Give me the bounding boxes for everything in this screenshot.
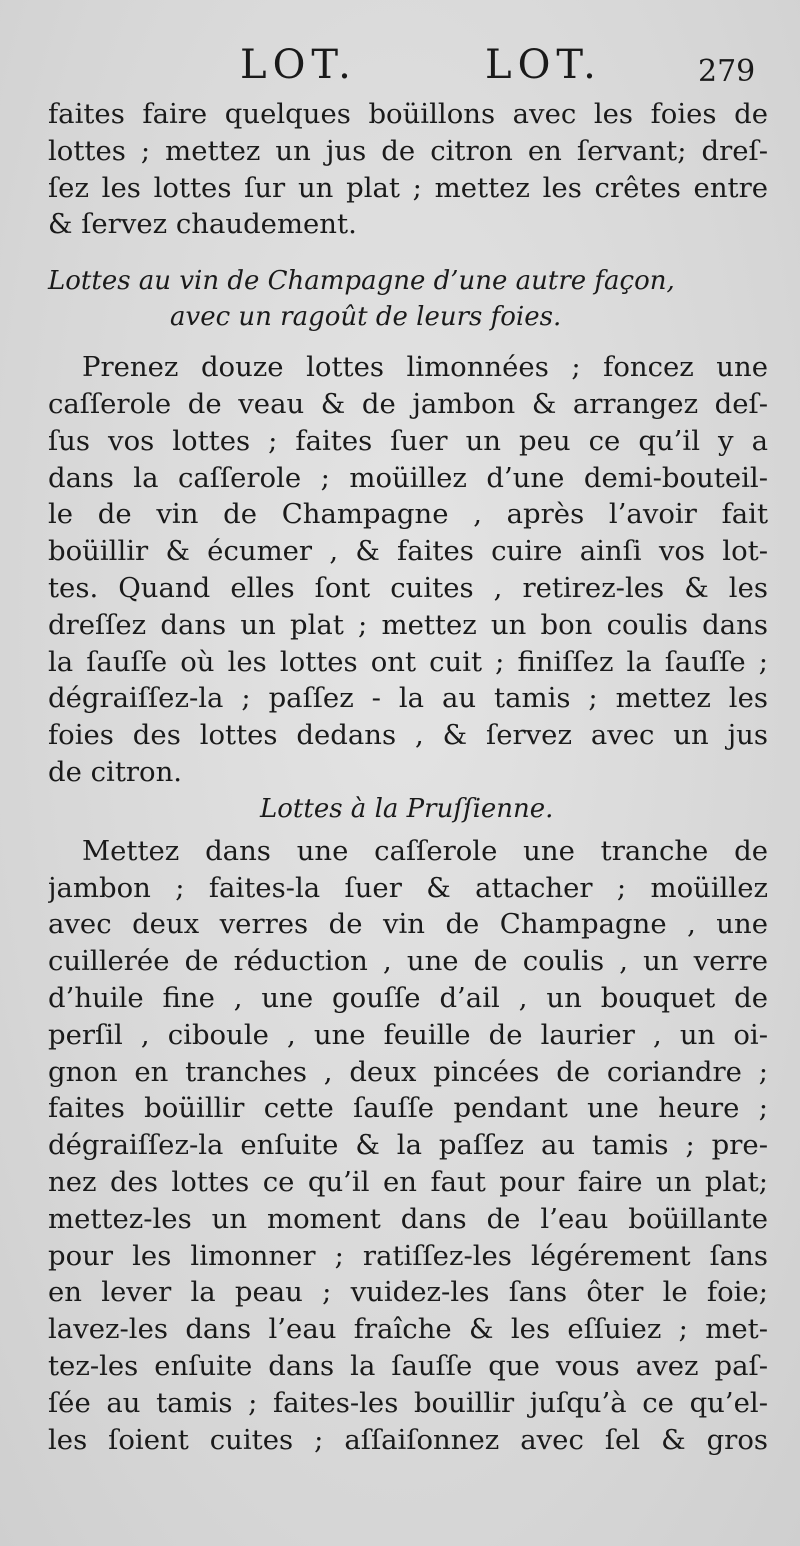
text-line: cuillerée de réduction , une de coulis , un verre (48, 945, 768, 978)
text-line: perſil , ciboule , une feuille de laurier , un oi- (48, 1018, 768, 1051)
text-line: de citron. (48, 755, 183, 788)
text-line: la ſauſſe où les lottes ont cuit ; finiſſez la ſauſſe ; (48, 645, 768, 678)
recipe-title-line-1: Lottes au vin de Champagne d’une autre façon, (48, 266, 675, 297)
text-line: pour les limonner ; ratiſſez-les légérement ſans (48, 1239, 768, 1272)
recipe-paragraph (48, 349, 768, 791)
text-line: dégraiſſez-la enſuite & la paſſez au tamis ; pre- (48, 1129, 768, 1162)
text-line: les ſoient cuites ; aſſaiſonnez avec ſel & gros (48, 1423, 768, 1456)
text-line: jambon ; faites-la ſuer & attacher ; moüillez (48, 871, 768, 904)
text-line: nez des lottes ce qu’il en faut pour faire un plat; (48, 1165, 768, 1198)
text-line: lavez-les dans l’eau fraîche & les eſſuiez ; met- (48, 1313, 768, 1346)
recipe-paragraph (48, 833, 768, 1459)
header-left-title: LOT. (240, 42, 357, 88)
text-line: dreſſez dans un plat ; mettez un bon coulis dans (48, 608, 768, 641)
text-line: avec deux verres de vin de Champagne , une (48, 908, 768, 941)
recipe-title-line-2: avec un ragoût de leurs foies. (170, 302, 562, 333)
text-line: tez-les enſuite dans la ſauſſe que vous avez paſ- (48, 1349, 768, 1382)
text-line: tes. Quand elles ſont cuites , retirez-les & les (48, 571, 768, 604)
text-line: boüillir & écumer , & faites cuire ainſi vos lot- (48, 535, 768, 568)
text-line: ſée au tamis ; faites-les bouillir juſqu’à ce qu’el- (48, 1386, 768, 1419)
text-line: Prenez douze lottes limonnées ; foncez une (82, 351, 768, 384)
text-line: foies des lottes dedans , & ſervez avec un jus (48, 719, 768, 752)
text-line: en lever la peau ; vuidez-les ſans ôter le foie; (48, 1276, 768, 1309)
text-line: le de vin de Champagne , après l’avoir fait (48, 498, 768, 531)
recipe-title: Lottes à la Pruſſienne. (260, 793, 554, 824)
text-line: mettez-les un moment dans de l’eau boüillante (48, 1202, 768, 1235)
text-line: d’huile fine , une gouſſe d’ail , un bouquet de (48, 981, 768, 1014)
page-body (48, 96, 768, 1458)
text-line: lottes ; mettez un jus de citron en ſervant; dreſ- (48, 134, 768, 167)
running-header (0, 40, 800, 100)
page-number: 279 (698, 54, 756, 89)
text-line: ſez les lottes ſur un plat ; mettez les crêtes entre (48, 171, 768, 204)
text-line: dégraiſſez-la ; paſſez - la au tamis ; mettez les (48, 682, 768, 715)
text-line: caſſerole de veau & de jambon & arrangez deſ- (48, 387, 768, 420)
text-line: dans la caſſerole ; moüillez d’une demi-bouteil- (48, 461, 768, 494)
text-line: & ſervez chaudement. (48, 208, 357, 241)
header-right-title: LOT. (485, 42, 602, 88)
text-line: Mettez dans une caſſerole une tranche de (82, 834, 768, 867)
text-line: faites boüillir cette ſauſſe pendant une heure ; (48, 1092, 768, 1125)
text-line: ſus vos lottes ; faites ſuer un peu ce qu’il y a (48, 424, 768, 457)
text-line: faites faire quelques boüillons avec les foies de (48, 98, 768, 130)
text-line: gnon en tranches , deux pincées de coriandre ; (48, 1055, 768, 1088)
continued-paragraph (48, 96, 768, 243)
